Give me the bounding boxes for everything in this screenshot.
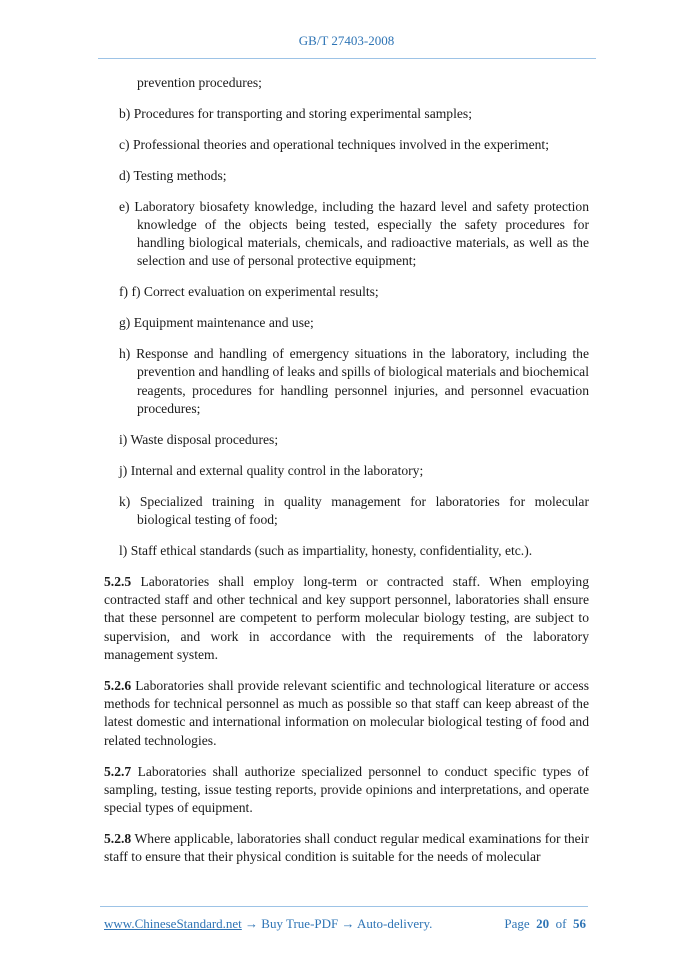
- document-body: [104, 74, 589, 879]
- list-label: e): [119, 198, 130, 214]
- page-of: of: [555, 916, 567, 931]
- list-item-l: [104, 542, 589, 560]
- list-text: Procedures for transporting and storing experimental samples;: [133, 105, 472, 121]
- list-item-continuation: prevention procedures;: [137, 75, 262, 90]
- list-item-h: [104, 345, 589, 418]
- footer-promo-text: → Buy True-PDF → Auto-delivery.: [241, 916, 433, 931]
- clause-5-2-6: [104, 677, 589, 750]
- list-item-c: [104, 136, 589, 154]
- page-total: 56: [573, 916, 586, 931]
- clause-number: 5.2.6: [104, 677, 132, 693]
- document-header-title: GB/T 27403-2008: [298, 33, 395, 48]
- list-item-f: [104, 283, 589, 301]
- list-item-j: [104, 462, 589, 480]
- list-label: h): [119, 346, 131, 362]
- list-text: Testing methods;: [133, 167, 227, 183]
- list-label: l): [119, 542, 128, 558]
- list-item-k: [104, 493, 589, 530]
- clause-5-2-5: [104, 573, 589, 664]
- footer-promo: [104, 916, 432, 932]
- list-label: i): [119, 431, 128, 447]
- page-number: [504, 916, 586, 932]
- list-text: Waste disposal procedures;: [130, 431, 279, 447]
- clause-number: 5.2.8: [104, 831, 132, 847]
- clause-number: 5.2.5: [104, 573, 132, 589]
- list-item-e: [104, 198, 589, 271]
- clause-text: Laboratories shall employ long-term or contracted staff. When employing contracted staff and other technical and key support personnel, laboratories shall ensure that these personnel are competent to perform molecular biology testing, are subject to supervision, and work in accordance with the requirements of the laboratory management system.: [104, 573, 589, 662]
- clause-text: Laboratories shall provide relevant scientific and technological literature or access methods for technical personnel as much as possible so that staff can keep abreast of the latest domestic and international information on molecular biological testing of food and related technologies.: [104, 677, 589, 748]
- clause-text: Laboratories shall authorize specialized personnel to conduct specific types of sampling, testing, issue testing reports, provide opinions and interpretations, and operate special types of equipment.: [104, 763, 589, 816]
- list-label: b): [119, 105, 131, 121]
- list-text: f) Correct evaluation on experimental results;: [131, 284, 379, 300]
- clause-5-2-8: [104, 830, 589, 867]
- list-text: Equipment maintenance and use;: [133, 315, 314, 331]
- list-text: Response and handling of emergency situations in the laboratory, including the prevention and handling of leaks and spills of biological materials and biochemical reagents, procedures for handling personnel injuries, and personnel evacuation procedures;: [136, 346, 589, 417]
- list-text: Specialized training in quality management for laboratories for molecular biological testing of food;: [137, 493, 589, 527]
- website-link[interactable]: www.ChineseStandard.net: [104, 916, 242, 931]
- list-label: f): [119, 284, 129, 300]
- list-label: g): [119, 315, 131, 331]
- page-current: 20: [536, 916, 550, 931]
- clause-number: 5.2.7: [104, 763, 132, 779]
- page-prefix: Page: [504, 916, 530, 931]
- clause-text: Where applicable, laboratories shall conduct regular medical examinations for their staff to ensure that their physical condition is suitable for the needs of molecular: [104, 831, 589, 865]
- footer-divider: [100, 906, 588, 907]
- list-item-i: [104, 431, 589, 449]
- list-item-d: [104, 167, 589, 185]
- list-text: Professional theories and operational techniques involved in the experiment;: [132, 136, 549, 152]
- list-item-g: [104, 314, 589, 332]
- list-label: j): [119, 462, 128, 478]
- list-text: Laboratory biosafety knowledge, including the hazard level and safety protection knowledge of the objects being tested, especially the safety procedures for handling biological materials, chemicals, and radioactive materials, as well as the selection and use of personal protective equipment;: [134, 198, 589, 269]
- clause-5-2-7: [104, 763, 589, 818]
- list-text: Internal and external quality control in the laboratory;: [130, 462, 424, 478]
- list-item-b: [104, 105, 589, 123]
- list-label: d): [119, 167, 131, 183]
- list-label: k): [119, 493, 131, 509]
- list-label: c): [119, 136, 130, 152]
- list-text: Staff ethical standards (such as impartiality, honesty, confidentiality, etc.).: [130, 542, 533, 558]
- header-divider: [98, 58, 596, 59]
